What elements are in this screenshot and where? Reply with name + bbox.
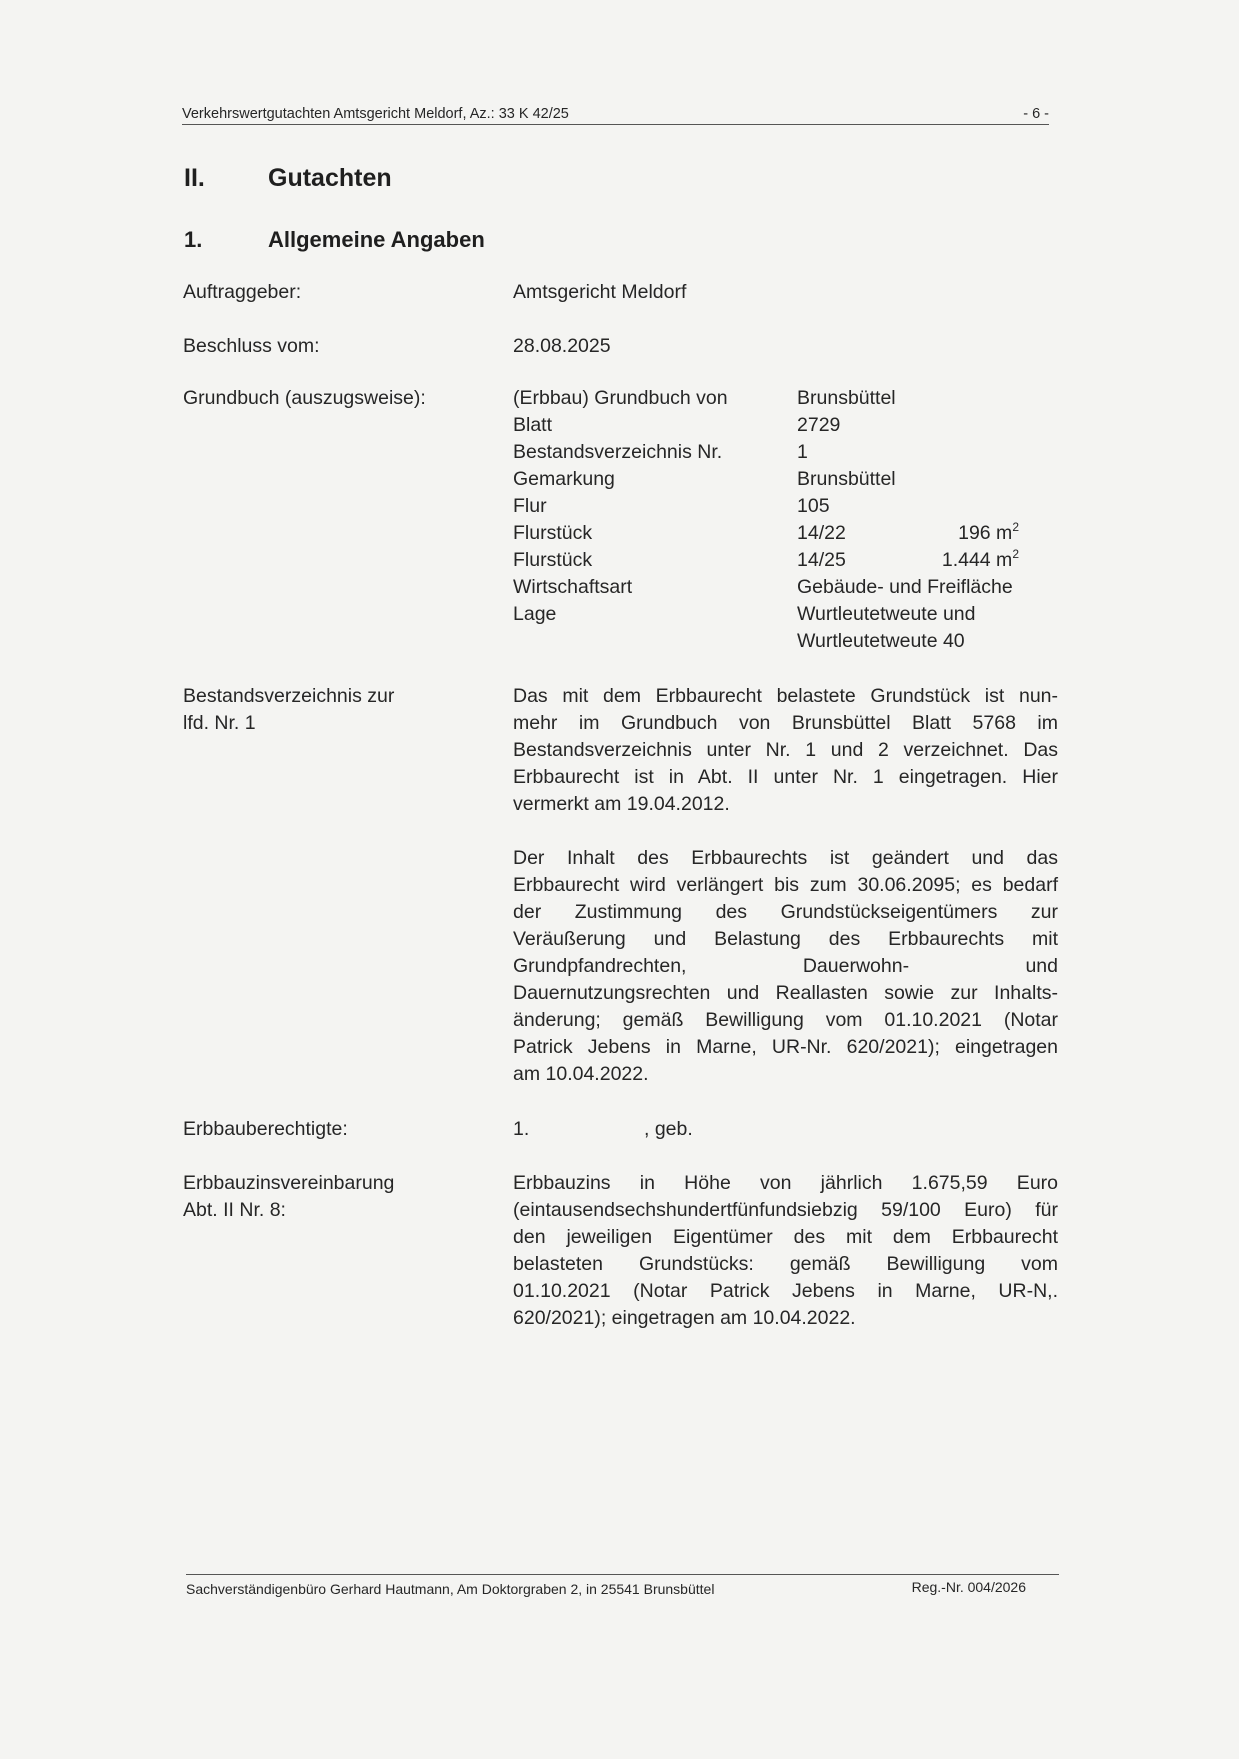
auftraggeber-value: Amtsgericht Meldorf [513,281,687,303]
grundbuch-key: Wirtschaftsart [513,576,633,598]
grundbuch-value: 105 [797,495,830,517]
parcel-area: 196 $m^2$ [958,519,1019,544]
erbbauzins-label: Erbbauzinsvereinbarung Abt. II Nr. 8: [183,1172,395,1221]
grundbuch-value: Brunsbüttel [797,387,896,409]
grundbuch-value: Brunsbüttel [797,468,896,490]
page-number: - 6 - [1023,106,1049,122]
grundbuch-key: Lage [513,603,557,625]
grundbuch-value: 14/25 [797,549,846,571]
bestandsverzeichnis-label: Bestandsverzeichnis zur lfd. Nr. 1 [183,685,395,734]
footer-reg-number: Reg.-Nr. 004/2026 [911,1579,1026,1595]
footer-office: Sachverständigenbüro Gerhard Hautmann, Am Doktorgraben 2, in 25541 Brunsbüttel [186,1581,715,1597]
beschluss-label: Beschluss vom: [183,335,320,357]
grundbuch-key: Flur [513,495,547,517]
grundbuch-value: 1 [797,441,808,463]
grundbuch-value: Gebäude- und Freifläche [797,576,1013,598]
grundbuch-key: (Erbbau) Grundbuch von [513,387,728,409]
page-footer [186,1574,1059,1597]
grundbuch-value: Wurtleutetweute und [797,603,976,625]
parcel-area: 1.444 $m^2$ [941,546,1019,571]
erbbauberechtigte-value: , geb. [644,1118,693,1140]
grundbuch-value: 2729 [797,414,841,436]
bestandsverzeichnis-paragraph-2: Der Inhalt des Erbbaurechts ist geändert und das Erbbaurecht wird verlängert bis zum 30.06.2095; es bedarf der Zustimmung des Grundstückseigentümers zur Veräußerung und Belastung des Erbbaurechts mit Grundpfandrechten, Dauerwohn- und Dauernutzungsrechten und Reallasten sowie zur Inhalts- änderung; gemäß Bewilligung vom 01.10.2021 (Notar Patrick Jebens in Marne, UR-Nr. 620/2021); eingetragen am 10.04.2022. [513,847,1058,1085]
erbbauberechtigte-number: 1. [513,1118,530,1140]
subsection-number: 1. [184,227,203,252]
grundbuch-key: Bestandsverzeichnis Nr. [513,441,723,463]
subsection-title: Allgemeine Angaben [268,227,485,252]
grundbuch-key: Flurstück [513,522,593,544]
beschluss-value: 28.08.2025 [513,335,611,357]
grundbuch-value: Wurtleutetweute 40 [797,630,965,652]
grundbuch-value: 14/22 [797,522,846,544]
section-title: Gutachten [268,164,392,192]
erbbauberechtigte-label: Erbbauberechtigte: [183,1118,348,1140]
section-number: II. [184,164,205,192]
grundbuch-key: Blatt [513,414,553,436]
grundbuch-key: Flurstück [513,549,593,571]
bestandsverzeichnis-paragraph-1: Das mit dem Erbbaurecht belastete Grundstück ist nun- mehr im Grundbuch von Brunsbüttel Blatt 5768 im Bestandsverzeichnis unter Nr. 1 und 2 verzeichnet. Das Erbbaurecht ist in Abt. II unter Nr. 1 eingetragen. Hier vermerkt am 19.04.2012. [513,685,1058,815]
header-reference: Verkehrswertgutachten Amtsgericht Meldorf, Az.: 33 K 42/25 [182,106,569,122]
erbbauzins-paragraph: Erbbauzins in Höhe von jährlich 1.675,59 Euro (eintausendsechshundertfünfundsiebzig 59/100 Euro) für den jeweiligen Eigentümer des mit dem Erbbaurecht belasteten Grundstücks: gemäß Bewilligung vom 01.10.2021 (Notar Patrick Jebens in Marne, UR-N,. 620/2021); eingetragen am 10.04.2022. [513,1172,1058,1329]
grundbuch-key: Gemarkung [513,468,615,490]
auftraggeber-label: Auftraggeber: [183,281,302,303]
grundbuch-label: Grundbuch (auszugsweise): [183,387,426,409]
page-header [182,104,1049,125]
